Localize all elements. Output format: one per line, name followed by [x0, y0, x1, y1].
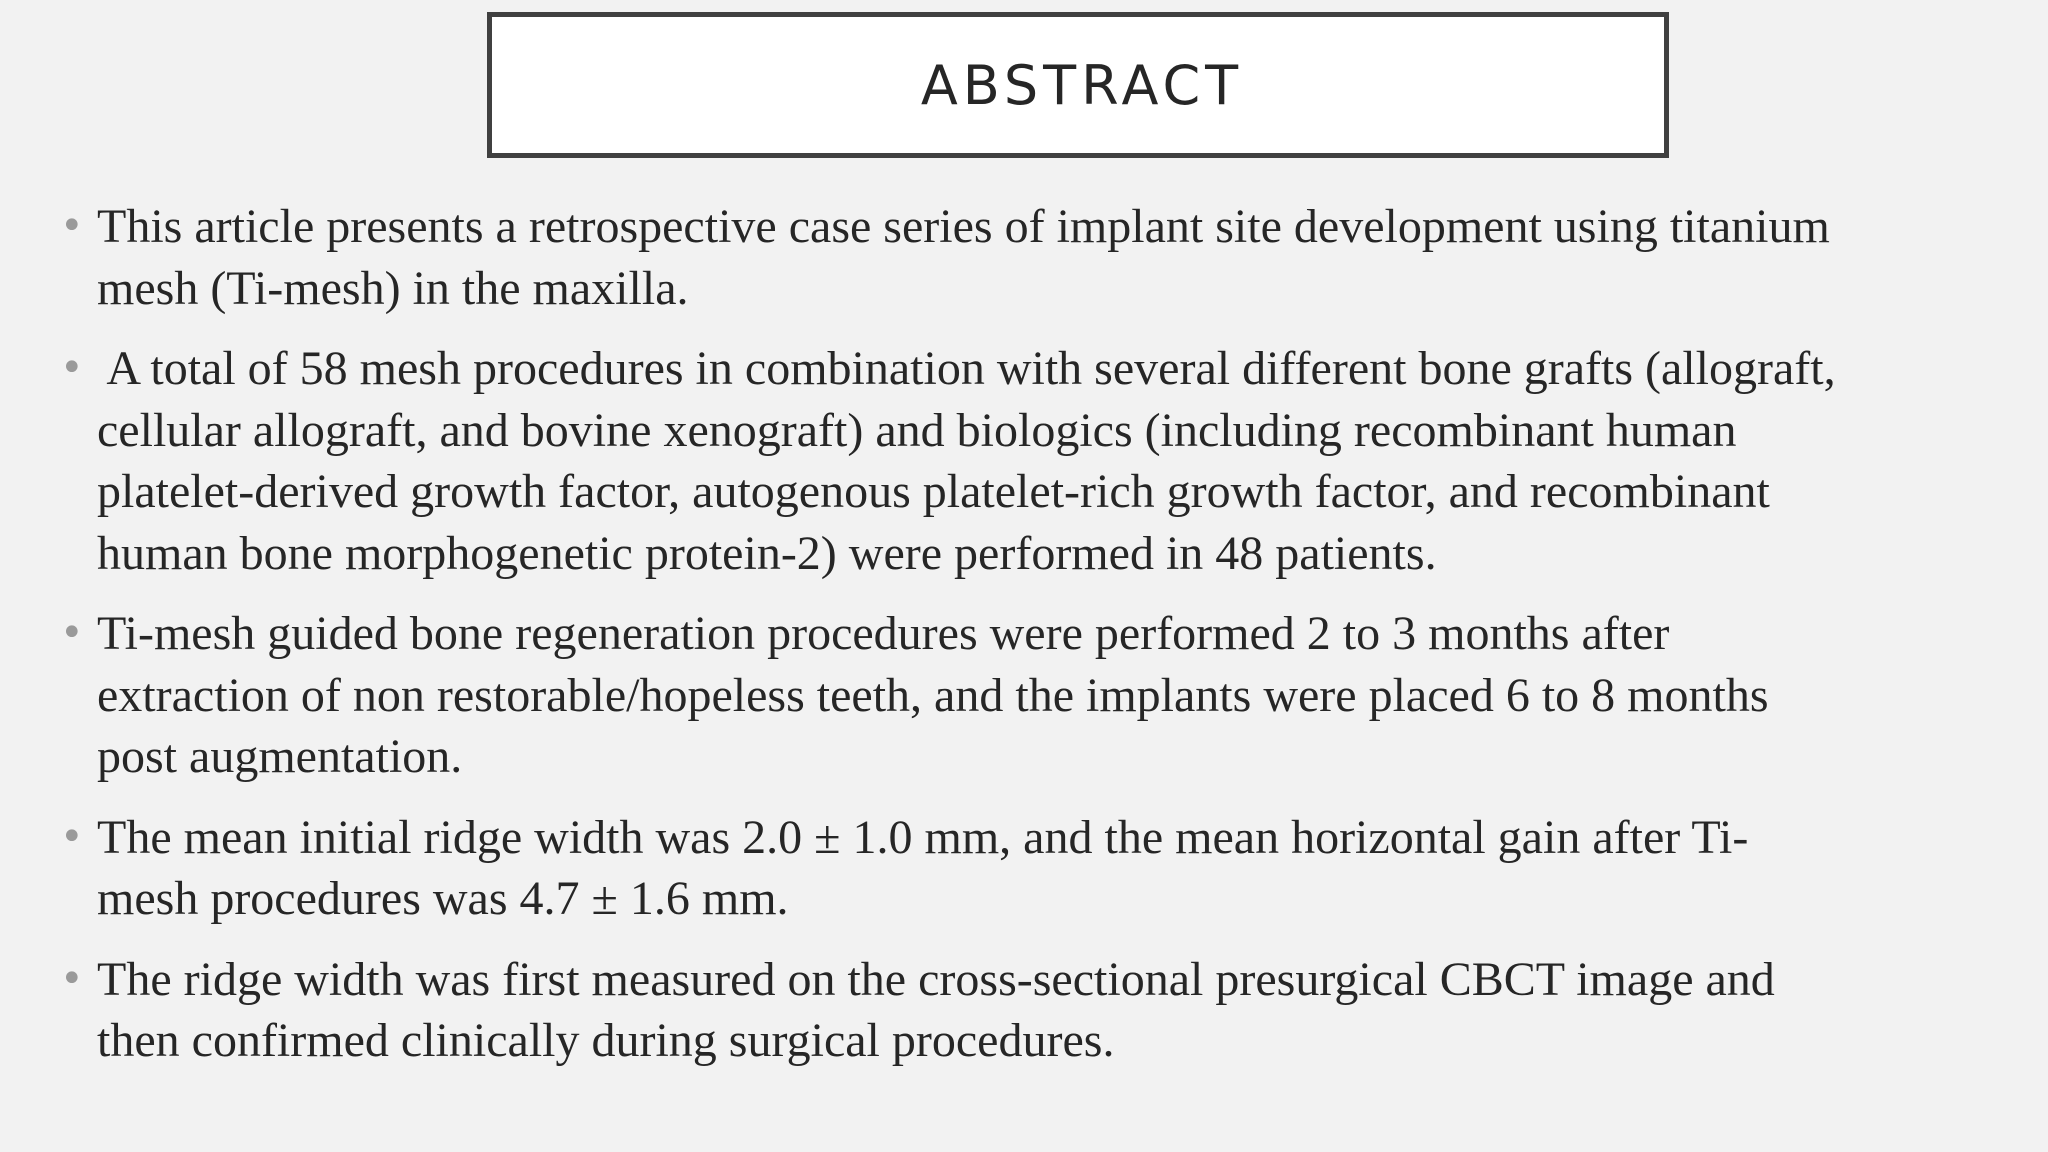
bullet-dot-icon: •: [60, 203, 84, 249]
bullet-text-line: mesh procedures was 4.7 ± 1.6 mm.: [97, 872, 789, 925]
bullet-item-5: [0, 949, 2048, 1072]
bullet-text-line: human bone morphogenetic protein-2) were performed in 48 patients.: [97, 526, 1437, 580]
bullet-text-line: then confirmed clinically during surgical procedures.: [97, 1014, 1115, 1067]
bullet-dot-icon: •: [60, 345, 84, 391]
title-box: [487, 12, 1669, 158]
bullet-text-line: cellular allograft, and bovine xenograft) and biologics (including recombinant human: [97, 403, 1737, 457]
bullet-text-line: extraction of non restorable/hopeless teeth, and the implants were placed 6 to 8 months: [97, 668, 1769, 722]
bullet-text-line: Ti-mesh guided bone regeneration procedures were performed 2 to 3 months after: [97, 607, 1670, 660]
bullet-item-2: [0, 338, 2048, 584]
bullet-text-line: platelet-derived growth factor, autogenous platelet-rich growth factor, and recombinant: [97, 465, 1770, 518]
bullet-dot-icon: •: [60, 955, 84, 1002]
bullet-item-4: [0, 807, 2048, 930]
bullet-text-line: post augmentation.: [97, 730, 463, 783]
bullet-item-1: [0, 196, 2048, 319]
slide-title: ABSTRACT: [920, 53, 1244, 117]
bullet-text-line: The ridge width was first measured on the cross-sectional presurgical CBCT image and: [97, 952, 1775, 1006]
bullet-dot-icon: •: [60, 813, 84, 860]
bullet-text-line: This article presents a retrospective case series of implant site development using titanium: [97, 200, 1830, 253]
bullet-list: [0, 196, 2048, 1091]
bullet-item-3: [0, 603, 2048, 788]
bullet-text-line: mesh (Ti-mesh) in the maxilla.: [97, 261, 689, 315]
bullet-text-line: A total of 58 mesh procedures in combination with several different bone grafts (allograft,: [97, 342, 1836, 395]
bullet-text-line: The mean initial ridge width was 2.0 ± 1.0 mm, and the mean horizontal gain after Ti-: [97, 810, 1749, 864]
bullet-dot-icon: •: [60, 610, 84, 656]
